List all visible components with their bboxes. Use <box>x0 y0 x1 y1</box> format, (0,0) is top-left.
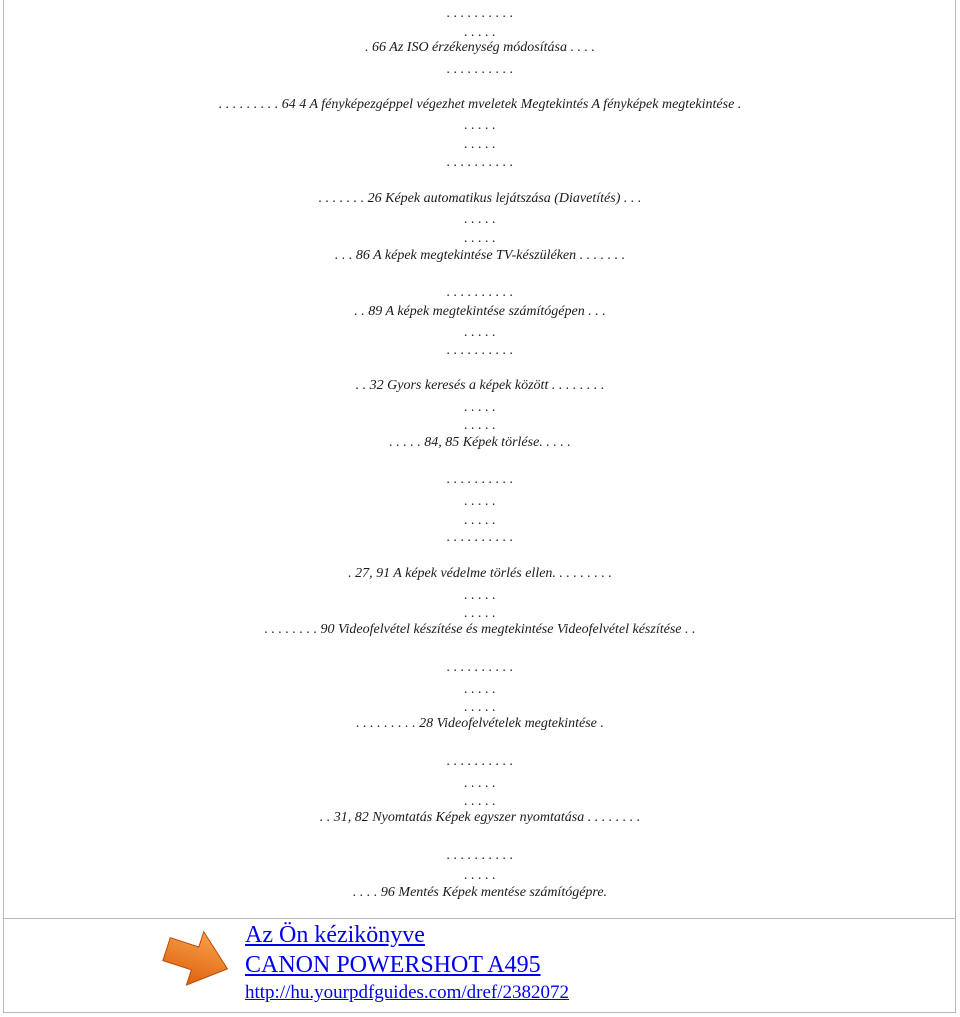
toc-line: . . . . . <box>464 231 496 246</box>
toc-line: . . . . . . . . . . <box>446 155 514 170</box>
toc-line: . . . . . . . . . . <box>446 754 514 769</box>
toc-line: . . . . . . . . . . <box>446 472 514 487</box>
footer-banner <box>3 918 956 1013</box>
toc-line: . . . . . <box>464 513 496 528</box>
toc-line: . . . . . <box>464 776 496 791</box>
toc-line: . . . . . <box>464 868 496 883</box>
toc-line: . . . . . <box>464 682 496 697</box>
toc-line: . . . . . . . . . . <box>446 285 514 300</box>
toc-line: . . . . . . . . 90 Videofelvétel készítése és megtekintése Videofelvétel készítése . . <box>264 622 696 637</box>
toc-line: . . . . . <box>464 794 496 809</box>
toc-line: . . . . . <box>464 137 496 152</box>
url-link[interactable]: http://hu.yourpdfguides.com/dref/2382072 <box>245 982 570 1003</box>
toc-line: . . . . . <box>464 25 496 40</box>
toc-line: . . . . . . . 26 Képek automatikus lejátszása (Diavetítés) . . . <box>318 191 642 206</box>
toc-line: . . . . . 84, 85 Képek törlése. . . . . <box>389 435 571 450</box>
toc-line: . . . . . . . . . . <box>446 6 514 21</box>
toc-line: . . . . . <box>464 588 496 603</box>
toc-line: . . . . . <box>464 118 496 133</box>
toc-line: . . . . . <box>464 494 496 509</box>
toc-line: . . . . . . . . . 64 4 A fényképezgéppel végezhet mveletek Megtekintés A fényképek megtekintése . <box>218 97 742 112</box>
toc-line: . . 89 A képek megtekintése számítógépen . . . <box>354 304 606 319</box>
toc-line: . . . . 96 Mentés Képek mentése számítógépre. <box>352 885 608 900</box>
toc-line: . . . . . . . . . . <box>446 62 514 77</box>
toc-line: . . 31, 82 Nyomtatás Képek egyszer nyomtatása . . . . . . . . <box>319 810 641 825</box>
toc-line: . 66 Az ISO érzékenység módosítása . . . . <box>365 40 595 55</box>
toc-line: . . . . . . . . . 28 Videofelvételek megtekintése . <box>356 716 604 731</box>
toc-line: . . . . . <box>464 606 496 621</box>
toc-line: . . . . . . . . . . <box>446 530 514 545</box>
toc-line: . . . . . <box>464 700 496 715</box>
toc-line: . 27, 91 A képek védelme törlés ellen. . . . . . . . . <box>348 566 612 581</box>
toc-line: . . . . . . . . . . <box>446 660 514 675</box>
toc-line: . . . . . <box>464 325 496 340</box>
product-link[interactable]: CANON POWERSHOT A495 <box>245 952 541 978</box>
toc-line: . . . 86 A képek megtekintése TV-készüléken . . . . . . . <box>334 248 626 263</box>
toc-line: . . . . . <box>464 212 496 227</box>
toc-line: . . . . . . . . . . <box>446 343 514 358</box>
manual-link[interactable]: Az Ön kézikönyve <box>245 922 425 948</box>
toc-line: . . . . . <box>464 418 496 433</box>
footer-links <box>245 920 569 1006</box>
arrow-logo-icon <box>161 925 233 993</box>
toc-line: . . . . . . . . . . <box>446 848 514 863</box>
toc-line: . . . . . <box>464 400 496 415</box>
toc-line: . . 32 Gyors keresés a képek között . . . . . . . . <box>355 378 605 393</box>
